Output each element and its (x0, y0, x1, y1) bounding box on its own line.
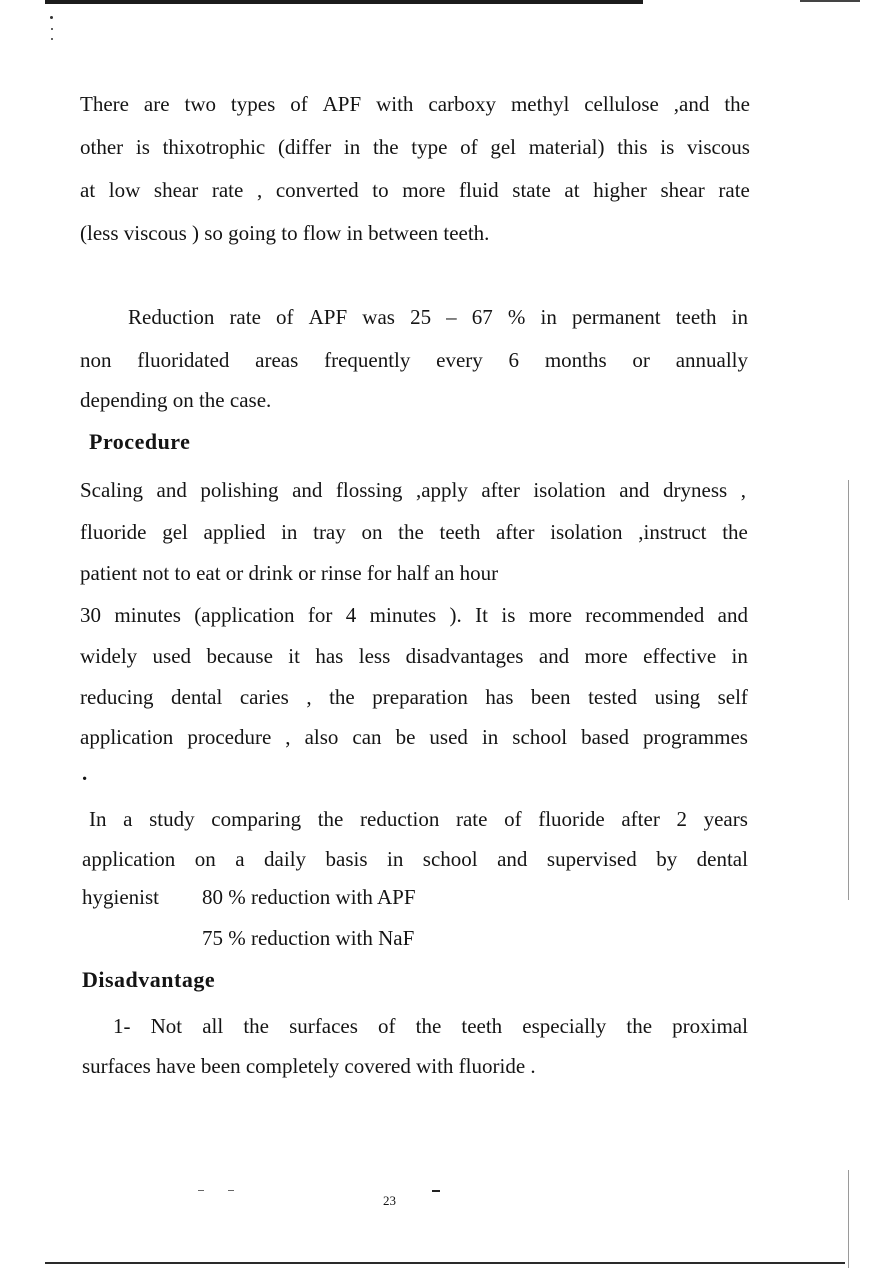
word: tray (313, 520, 346, 544)
word: less (358, 644, 391, 668)
word: It (475, 603, 488, 627)
word: comparing (211, 807, 302, 831)
word: supervised (546, 847, 637, 871)
word: dryness (663, 478, 728, 502)
bottom-border-rule (45, 1262, 845, 1264)
word: dental (696, 847, 748, 871)
word: also (304, 725, 339, 749)
scan-dash (432, 1190, 440, 1192)
word: of (276, 305, 294, 329)
word: in (281, 520, 298, 544)
word: type (411, 135, 448, 159)
word: and (292, 478, 323, 502)
word: based (581, 725, 629, 749)
word: especially (522, 1014, 607, 1038)
word: application (82, 847, 176, 871)
word: carboxy (428, 92, 497, 116)
word: the (722, 520, 748, 544)
word: of (504, 807, 522, 831)
word: used (429, 725, 468, 749)
word: dental (171, 685, 223, 709)
study-line-1 (89, 806, 748, 832)
word: two (184, 92, 216, 116)
word: In (89, 807, 107, 831)
right-margin-line (848, 480, 849, 900)
disadvantage-item-1-line-2: surfaces have been completely covered with fluoride . (82, 1054, 536, 1078)
word: disadvantages (405, 644, 524, 668)
word: and (717, 603, 748, 627)
procedure-line-2 (80, 519, 748, 545)
word: APF (308, 305, 348, 329)
word: gel (490, 135, 517, 159)
word: every (436, 348, 483, 372)
word: methyl (510, 92, 570, 116)
paragraph-1-line-3 (80, 177, 750, 203)
word: minutes (369, 603, 437, 627)
word: Scaling (80, 478, 143, 502)
word: with (376, 92, 414, 116)
word: years (703, 807, 748, 831)
word: higher (593, 178, 647, 202)
word: , (256, 178, 263, 202)
word: preparation (372, 685, 468, 709)
study-result-naf: 75 % reduction with NaF (202, 926, 415, 950)
word: the (626, 1014, 653, 1038)
word: school (512, 725, 568, 749)
word: been (530, 685, 571, 709)
word: other (80, 135, 124, 159)
study-label-hygienist: hygienist (82, 885, 159, 909)
procedure-line-4 (80, 602, 748, 628)
word: has (485, 685, 514, 709)
word: after (496, 520, 535, 544)
word: Not (150, 1014, 183, 1038)
word: of (460, 135, 478, 159)
word: and (538, 644, 570, 668)
word: , (285, 725, 291, 749)
word: isolation (550, 520, 623, 544)
word: shear (153, 178, 199, 202)
word: by (656, 847, 678, 871)
word: 6 (508, 348, 520, 372)
word: in (343, 135, 361, 159)
word: rate (718, 178, 750, 202)
study-result-apf: 80 % reduction with APF (202, 885, 416, 909)
word: after (481, 478, 520, 502)
word: fluoride (80, 520, 147, 544)
word: surfaces (289, 1014, 358, 1038)
word: proximal (672, 1014, 748, 1038)
word: teeth (461, 1014, 503, 1038)
word: types (230, 92, 276, 116)
paragraph-2-line-3: depending on the case. (80, 388, 272, 412)
word: annually (675, 348, 748, 372)
word: because (206, 644, 273, 668)
word: fluid (459, 178, 499, 202)
word: procedure (187, 725, 272, 749)
word: more (584, 644, 628, 668)
word: in (731, 644, 748, 668)
word: months (544, 348, 607, 372)
word: rate (229, 305, 261, 329)
word: 4 (345, 603, 357, 627)
word: in (386, 847, 404, 871)
word: and (497, 847, 528, 871)
word: at (564, 178, 580, 202)
word: used (152, 644, 192, 668)
word: self (717, 685, 748, 709)
study-line-2 (82, 846, 748, 872)
procedure-heading: Procedure (89, 429, 191, 454)
word: the (317, 807, 344, 831)
word: widely (80, 644, 138, 668)
word: all (202, 1014, 224, 1038)
word: at (80, 178, 96, 202)
procedure-line-1 (80, 477, 746, 503)
word: applied (203, 520, 266, 544)
word: low (108, 178, 141, 202)
word: be (395, 725, 416, 749)
word: basis (325, 847, 368, 871)
word: and (619, 478, 650, 502)
word: cellulose (584, 92, 659, 116)
scan-speck (51, 28, 53, 30)
word: a (123, 807, 133, 831)
paragraph-2-line-1 (128, 304, 748, 330)
word: of (290, 92, 308, 116)
word: and (156, 478, 187, 502)
word: (differ (277, 135, 332, 159)
word: ,and (673, 92, 710, 116)
word: school (422, 847, 478, 871)
word: , (740, 478, 746, 502)
word: 2 (676, 807, 687, 831)
word: material) (528, 135, 605, 159)
word: can (352, 725, 382, 749)
word: the (398, 520, 424, 544)
word: the (329, 685, 355, 709)
word: was (362, 305, 395, 329)
disadvantage-item-1-line-1 (113, 1013, 748, 1039)
word: on (361, 520, 383, 544)
procedure-line-6 (80, 684, 748, 710)
word: ,apply (415, 478, 468, 502)
top-border-rule (45, 0, 643, 4)
word: ,instruct (638, 520, 707, 544)
procedure-line-3: patient not to eat or drink or rinse for half an hour (80, 561, 499, 585)
word: ). (449, 603, 462, 627)
word: to (372, 178, 389, 202)
word: the (372, 135, 399, 159)
word: APF (322, 92, 362, 116)
word: There (80, 92, 129, 116)
word: shear (660, 178, 705, 202)
word: frequently (324, 348, 411, 372)
word: the (724, 92, 750, 116)
scan-speck (51, 38, 53, 40)
procedure-line-5 (80, 643, 748, 669)
word: daily (264, 847, 307, 871)
word: – (446, 305, 457, 329)
word: more (402, 178, 446, 202)
word: is (501, 603, 516, 627)
paragraph-1-line-2 (80, 134, 750, 160)
word: teeth (675, 305, 717, 329)
word: reduction (360, 807, 440, 831)
word: in (481, 725, 499, 749)
word: has (315, 644, 344, 668)
word: 1- (113, 1014, 131, 1038)
word: 67 (471, 305, 493, 329)
word: a (235, 847, 245, 871)
paragraph-1-line-1 (80, 91, 750, 117)
word: the (243, 1014, 269, 1038)
paragraph-2-line-2 (80, 347, 748, 373)
word: in (540, 305, 557, 329)
word: tested (588, 685, 638, 709)
word: gel (162, 520, 188, 544)
word: (application (194, 603, 295, 627)
word: , (306, 685, 312, 709)
word: on (194, 847, 216, 871)
disadvantage-heading: Disadvantage (82, 967, 216, 992)
word: teeth (439, 520, 481, 544)
word: recommended (585, 603, 705, 627)
word: Reduction (128, 305, 215, 329)
scan-dash (228, 1190, 234, 1191)
word: in (731, 305, 748, 329)
word: 25 (410, 305, 432, 329)
word: application (80, 725, 174, 749)
word: programmes (642, 725, 748, 749)
scan-speck (50, 16, 53, 19)
word: polishing (200, 478, 279, 502)
word: converted (275, 178, 359, 202)
top-border-rule-right (800, 0, 860, 2)
page-number: 23 (383, 1193, 396, 1208)
word: viscous (686, 135, 750, 159)
word: is (660, 135, 675, 159)
word: this (617, 135, 648, 159)
word: effective (643, 644, 717, 668)
word: more (528, 603, 572, 627)
word: rate (211, 178, 244, 202)
word: of (378, 1014, 396, 1038)
word: after (621, 807, 660, 831)
word: fluoridated (137, 348, 230, 372)
word: thixotrophic (162, 135, 266, 159)
word: state (512, 178, 551, 202)
word: flossing (335, 478, 403, 502)
word: it (288, 644, 300, 668)
word: or (632, 348, 650, 372)
word: areas (255, 348, 299, 372)
word: caries (239, 685, 289, 709)
paragraph-1-line-4: (less viscous ) so going to flow in between teeth. (80, 221, 490, 245)
procedure-line-7 (80, 724, 748, 750)
word: 30 (80, 603, 101, 627)
word: the (415, 1014, 442, 1038)
word: for (307, 603, 333, 627)
procedure-bullet: . (82, 761, 88, 785)
word: are (143, 92, 170, 116)
word: isolation (533, 478, 606, 502)
word: minutes (114, 603, 181, 627)
word: study (149, 807, 195, 831)
right-margin-line-lower (848, 1170, 849, 1268)
word: fluoride (538, 807, 605, 831)
word: rate (455, 807, 488, 831)
word: permanent (571, 305, 661, 329)
word: is (135, 135, 150, 159)
word: % (507, 305, 526, 329)
word: non (80, 348, 112, 372)
scan-dash (198, 1190, 204, 1191)
word: reducing (80, 685, 154, 709)
word: using (654, 685, 701, 709)
